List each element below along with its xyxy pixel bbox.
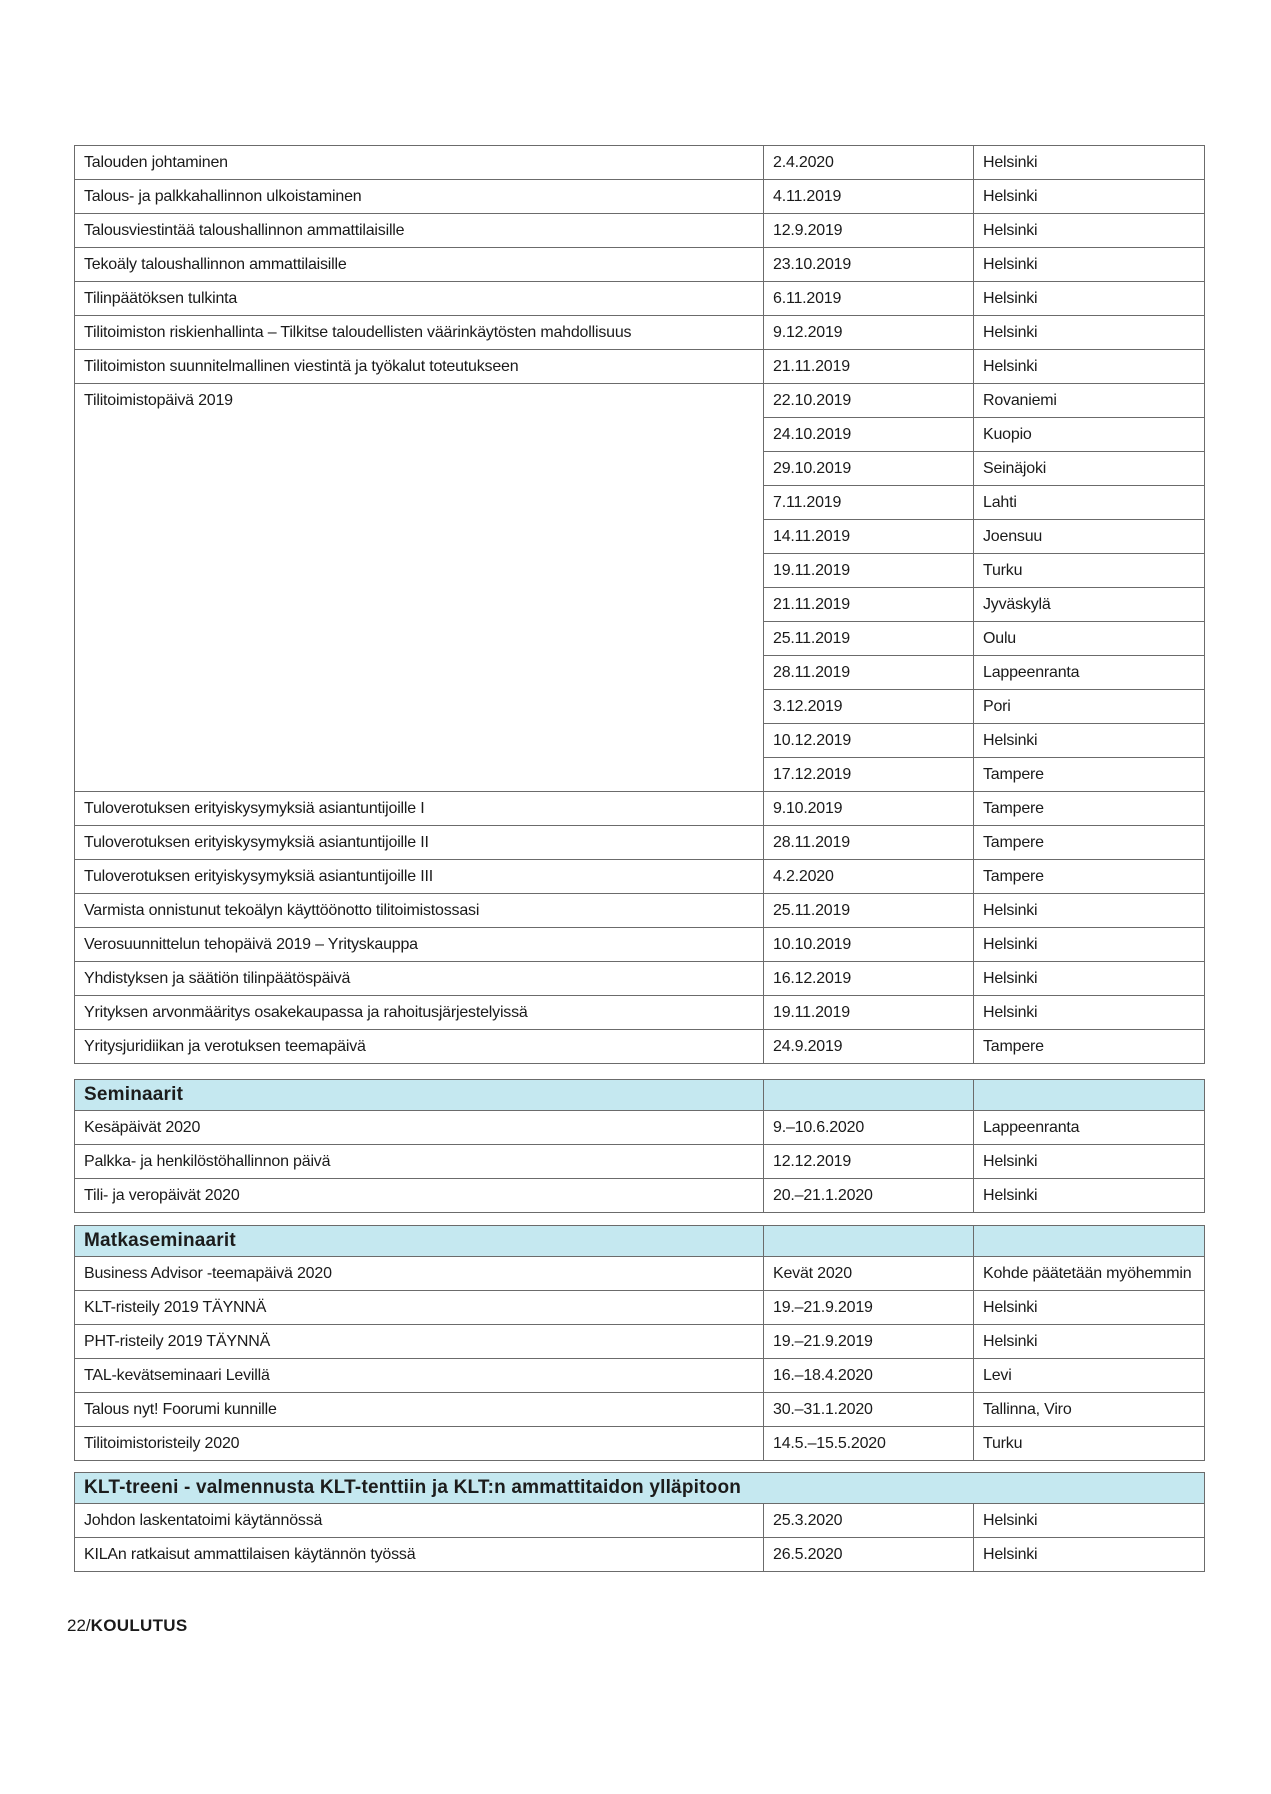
course-date: 19.11.2019 [764, 996, 974, 1030]
course-place: Levi [974, 1359, 1205, 1393]
table-row [75, 282, 1205, 316]
course-place: Kuopio [974, 418, 1205, 452]
course-date: 16.–18.4.2020 [764, 1359, 974, 1393]
course-place: Helsinki [974, 894, 1205, 928]
course-place: Kohde päätetään myöhemmin [974, 1257, 1205, 1291]
course-date: 22.10.2019 [764, 384, 974, 418]
course-name: Business Advisor -teemapäivä 2020 [75, 1257, 764, 1291]
section-title: Seminaarit [75, 1080, 764, 1111]
section-header-row [75, 1473, 1205, 1504]
table-row [75, 996, 1205, 1030]
table-row [75, 1359, 1205, 1393]
section-header-row [75, 1080, 1205, 1111]
table-row [75, 384, 1205, 418]
course-date: 19.–21.9.2019 [764, 1291, 974, 1325]
course-name: Tuloverotuksen erityiskysymyksiä asiantuntijoille II [75, 826, 764, 860]
section-header-row [75, 1226, 1205, 1257]
course-name: TAL-kevätseminaari Levillä [75, 1359, 764, 1393]
course-name: Tilitoimiston suunnitelmallinen viestintä ja työkalut toteutukseen [75, 350, 764, 384]
course-place: Helsinki [974, 146, 1205, 180]
table-row [75, 1291, 1205, 1325]
course-name: Talouden johtaminen [75, 146, 764, 180]
course-name: Kesäpäivät 2020 [75, 1111, 764, 1145]
course-date: 24.10.2019 [764, 418, 974, 452]
course-name: Verosuunnittelun tehopäivä 2019 – Yrityskauppa [75, 928, 764, 962]
course-date: 25.11.2019 [764, 894, 974, 928]
course-date: 17.12.2019 [764, 758, 974, 792]
course-place: Turku [974, 1427, 1205, 1461]
course-place: Pori [974, 690, 1205, 724]
course-place: Tampere [974, 860, 1205, 894]
course-place: Joensuu [974, 520, 1205, 554]
table-row [75, 860, 1205, 894]
course-place: Helsinki [974, 214, 1205, 248]
course-date: 25.3.2020 [764, 1504, 974, 1538]
course-name: Palkka- ja henkilöstöhallinnon päivä [75, 1145, 764, 1179]
klt-treeni-table [74, 1472, 1205, 1572]
course-name: Johdon laskentatoimi käytännössä [75, 1504, 764, 1538]
course-place: Helsinki [974, 248, 1205, 282]
table-row [75, 1325, 1205, 1359]
course-date: 4.11.2019 [764, 180, 974, 214]
course-date: 3.12.2019 [764, 690, 974, 724]
course-name: Yrityksen arvonmääritys osakekaupassa ja rahoitusjärjestelyissä [75, 996, 764, 1030]
course-place: Helsinki [974, 1538, 1205, 1572]
course-date: 2.4.2020 [764, 146, 974, 180]
course-name: Tuloverotuksen erityiskysymyksiä asiantuntijoille III [75, 860, 764, 894]
course-date: 16.12.2019 [764, 962, 974, 996]
course-place: Helsinki [974, 180, 1205, 214]
course-date: 19.–21.9.2019 [764, 1325, 974, 1359]
table-row [75, 894, 1205, 928]
course-place: Lahti [974, 486, 1205, 520]
course-place: Tampere [974, 826, 1205, 860]
page-number: 22/ [67, 1616, 91, 1635]
course-name: Yhdistyksen ja säätiön tilinpäätöspäivä [75, 962, 764, 996]
course-name: Tilinpäätöksen tulkinta [75, 282, 764, 316]
course-place: Tampere [974, 792, 1205, 826]
table-row [75, 146, 1205, 180]
course-date: 28.11.2019 [764, 826, 974, 860]
course-date: 4.2.2020 [764, 860, 974, 894]
course-name: Tilitoimistoristeily 2020 [75, 1427, 764, 1461]
course-date: 29.10.2019 [764, 452, 974, 486]
course-place: Oulu [974, 622, 1205, 656]
table-row [75, 826, 1205, 860]
course-name: Talous- ja palkkahallinnon ulkoistaminen [75, 180, 764, 214]
page-footer [67, 1616, 187, 1636]
table-row [75, 214, 1205, 248]
course-date: 14.5.–15.5.2020 [764, 1427, 974, 1461]
section-title: Matkaseminaarit [75, 1226, 764, 1257]
course-name: Talousviestintää taloushallinnon ammattilaisille [75, 214, 764, 248]
course-place: Helsinki [974, 1145, 1205, 1179]
course-date: 14.11.2019 [764, 520, 974, 554]
course-table-main [74, 145, 1205, 1064]
course-date: 6.11.2019 [764, 282, 974, 316]
course-date: 28.11.2019 [764, 656, 974, 690]
course-place: Rovaniemi [974, 384, 1205, 418]
course-place: Helsinki [974, 996, 1205, 1030]
course-date: 10.10.2019 [764, 928, 974, 962]
course-place: Helsinki [974, 1325, 1205, 1359]
seminaarit-table [74, 1079, 1205, 1213]
course-name: KILAn ratkaisut ammattilaisen käytännön työssä [75, 1538, 764, 1572]
course-name: Tuloverotuksen erityiskysymyksiä asiantuntijoille I [75, 792, 764, 826]
course-date: 30.–31.1.2020 [764, 1393, 974, 1427]
course-place: Helsinki [974, 350, 1205, 384]
course-place: Tampere [974, 1030, 1205, 1064]
course-date: Kevät 2020 [764, 1257, 974, 1291]
section-label: KOULUTUS [90, 1616, 188, 1635]
course-name: PHT-risteily 2019 TÄYNNÄ [75, 1325, 764, 1359]
course-date: 20.–21.1.2020 [764, 1179, 974, 1213]
course-name: Varmista onnistunut tekoälyn käyttöönotto tilitoimistossasi [75, 894, 764, 928]
table-row [75, 928, 1205, 962]
course-date: 7.11.2019 [764, 486, 974, 520]
table-row [75, 180, 1205, 214]
table-row [75, 1257, 1205, 1291]
course-name: Yritysjuridiikan ja verotuksen teemapäivä [75, 1030, 764, 1064]
course-date: 9.12.2019 [764, 316, 974, 350]
course-place: Helsinki [974, 724, 1205, 758]
table-row [75, 248, 1205, 282]
course-date: 12.12.2019 [764, 1145, 974, 1179]
course-place: Helsinki [974, 962, 1205, 996]
course-place: Helsinki [974, 1179, 1205, 1213]
course-date: 24.9.2019 [764, 1030, 974, 1064]
course-name: Tilitoimiston riskienhallinta – Tilkitse taloudellisten väärinkäytösten mahdollisuus [75, 316, 764, 350]
course-date: 23.10.2019 [764, 248, 974, 282]
course-place: Jyväskylä [974, 588, 1205, 622]
table-row [75, 1145, 1205, 1179]
course-name: KLT-risteily 2019 TÄYNNÄ [75, 1291, 764, 1325]
table-row [75, 316, 1205, 350]
section-title: KLT-treeni - valmennusta KLT-tenttiin ja KLT:n ammattitaidon ylläpitoon [75, 1473, 1205, 1504]
course-place: Helsinki [974, 928, 1205, 962]
course-date: 9.10.2019 [764, 792, 974, 826]
matkaseminaarit-table [74, 1225, 1205, 1461]
course-place: Helsinki [974, 282, 1205, 316]
course-name: Tili- ja veropäivät 2020 [75, 1179, 764, 1213]
course-name: Tekoäly taloushallinnon ammattilaisille [75, 248, 764, 282]
course-place: Seinäjoki [974, 452, 1205, 486]
table-row [75, 1538, 1205, 1572]
course-place: Turku [974, 554, 1205, 588]
course-date: 26.5.2020 [764, 1538, 974, 1572]
course-place: Tampere [974, 758, 1205, 792]
course-date: 9.–10.6.2020 [764, 1111, 974, 1145]
table-row [75, 1030, 1205, 1064]
course-date: 10.12.2019 [764, 724, 974, 758]
table-row [75, 1504, 1205, 1538]
course-date: 12.9.2019 [764, 214, 974, 248]
course-place: Helsinki [974, 1504, 1205, 1538]
table-row [75, 1427, 1205, 1461]
course-place: Helsinki [974, 1291, 1205, 1325]
course-name: Talous nyt! Foorumi kunnille [75, 1393, 764, 1427]
course-date: 19.11.2019 [764, 554, 974, 588]
course-place: Helsinki [974, 316, 1205, 350]
course-place: Lappeenranta [974, 1111, 1205, 1145]
course-date: 25.11.2019 [764, 622, 974, 656]
course-name: Tilitoimistopäivä 2019 [75, 384, 764, 792]
table-row [75, 962, 1205, 996]
table-row [75, 792, 1205, 826]
course-place: Tallinna, Viro [974, 1393, 1205, 1427]
table-row [75, 350, 1205, 384]
course-place: Lappeenranta [974, 656, 1205, 690]
table-row [75, 1393, 1205, 1427]
course-date: 21.11.2019 [764, 588, 974, 622]
table-row [75, 1179, 1205, 1213]
table-row [75, 1111, 1205, 1145]
course-date: 21.11.2019 [764, 350, 974, 384]
